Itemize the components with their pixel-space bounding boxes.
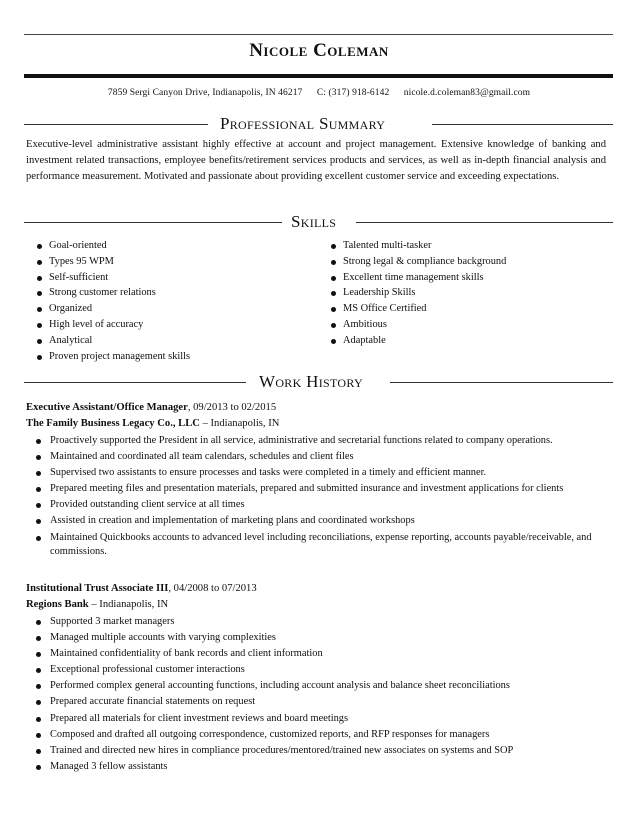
address: 7859 Sergi Canyon Drive, Indianapolis, IN 46217 [107,88,303,98]
name-divider [24,74,613,78]
job-title [26,402,276,413]
top-divider [24,34,613,35]
phone: C: (317) 918-6142 [316,88,390,98]
list-item: Trained and directed new hires in compliance procedures/mentored/trained new associates on systems and SOP [26,744,596,758]
heading-rule-left [24,382,246,383]
job-dates: , 09/2013 to 02/2015 [187,402,277,413]
skills-list-left [35,238,190,364]
list-item: Managed 3 fellow assistants [26,760,596,774]
skills-heading [0,212,638,234]
job-title [26,583,257,594]
list-item: Proactively supported the President in all service, administrative and secretarial functions related to company operations. [26,434,596,448]
list-item: Managed multiple accounts with varying complexities [26,631,596,645]
summary-heading [0,114,638,136]
list-item: Analytical [35,333,190,349]
heading-rule-left [24,124,208,125]
list-item: MS Office Certified [329,301,506,317]
list-item: Prepared all materials for client investment reviews and board meetings [26,712,596,726]
list-item: Talented multi-tasker [329,238,506,254]
list-item: Provided outstanding client service at all times [26,498,596,512]
list-item: Excellent time management skills [329,270,506,286]
list-item: Performed complex general accounting functions, including account analysis and balance sheet reconciliations [26,679,596,693]
work-title: Work History [259,372,363,391]
candidate-name: Nicole Coleman [249,40,389,61]
company-name: The Family Business Legacy Co., LLC [26,418,200,429]
list-item: Proven project management skills [35,349,190,365]
job-company [26,418,279,429]
list-item: High level of accuracy [35,317,190,333]
job-role: Executive Assistant/Office Manager [26,402,188,413]
skills-list-right [329,238,506,349]
job-company [26,599,168,610]
list-item: Exceptional professional customer interactions [26,663,596,677]
list-item: Adaptable [329,333,506,349]
list-item: Maintained and coordinated all team calendars, schedules and client files [26,450,596,464]
list-item: Prepared meeting files and presentation materials, prepared and submitted insurance and investment applications for clients [26,482,596,496]
contact-line [0,88,638,98]
job-role: Institutional Trust Associate III [26,583,169,594]
summary-title: Professional Summary [220,114,386,133]
summary-text: Executive-level administrative assistant highly effective at account and project management. Extensive knowledge of banking and investment related transactions, employee benefits/retirement services products and services, as well as in-depth financial analysis and performance measurement. Motivated and passionate about providing excellent customer service and exceeding expectations. [26,139,606,183]
list-item: Types 95 WPM [35,254,190,270]
list-item: Organized [35,301,190,317]
job-duties-list [26,615,596,776]
heading-rule-left [24,222,282,223]
heading-rule-right [432,124,613,125]
list-item: Self-sufficient [35,270,190,286]
heading-rule-right [356,222,613,223]
list-item: Strong customer relations [35,285,190,301]
list-item: Composed and drafted all outgoing correspondence, customized reports, and RFP responses for managers [26,728,596,742]
list-item: Assisted in creation and implementation of marketing plans and coordinated workshops [26,514,596,528]
job-dates: , 04/2008 to 07/2013 [168,583,257,594]
list-item: Goal-oriented [35,238,190,254]
list-item: Supervised two assistants to ensure processes and tasks were completed in a timely and efficient manner. [26,466,596,480]
list-item: Strong legal & compliance background [329,254,506,270]
list-item: Prepared accurate financial statements on request [26,695,596,709]
email: nicole.d.coleman83@gmail.com [403,88,531,98]
company-name: Regions Bank [26,599,89,610]
list-item: Maintained confidentiality of bank records and client information [26,647,596,661]
list-item: Ambitious [329,317,506,333]
company-location: – Indianapolis, IN [88,599,169,610]
work-heading [0,372,638,394]
list-item: Supported 3 market managers [26,615,596,629]
company-location: – Indianapolis, IN [199,418,280,429]
job-duties-list [26,434,596,561]
list-item: Maintained Quickbooks accounts to advanced level including reconciliations, expense reporting, accounts payable/receivable, and commissions. [26,531,596,559]
heading-rule-right [390,382,613,383]
list-item: Leadership Skills [329,285,506,301]
skills-title: Skills [291,212,337,231]
